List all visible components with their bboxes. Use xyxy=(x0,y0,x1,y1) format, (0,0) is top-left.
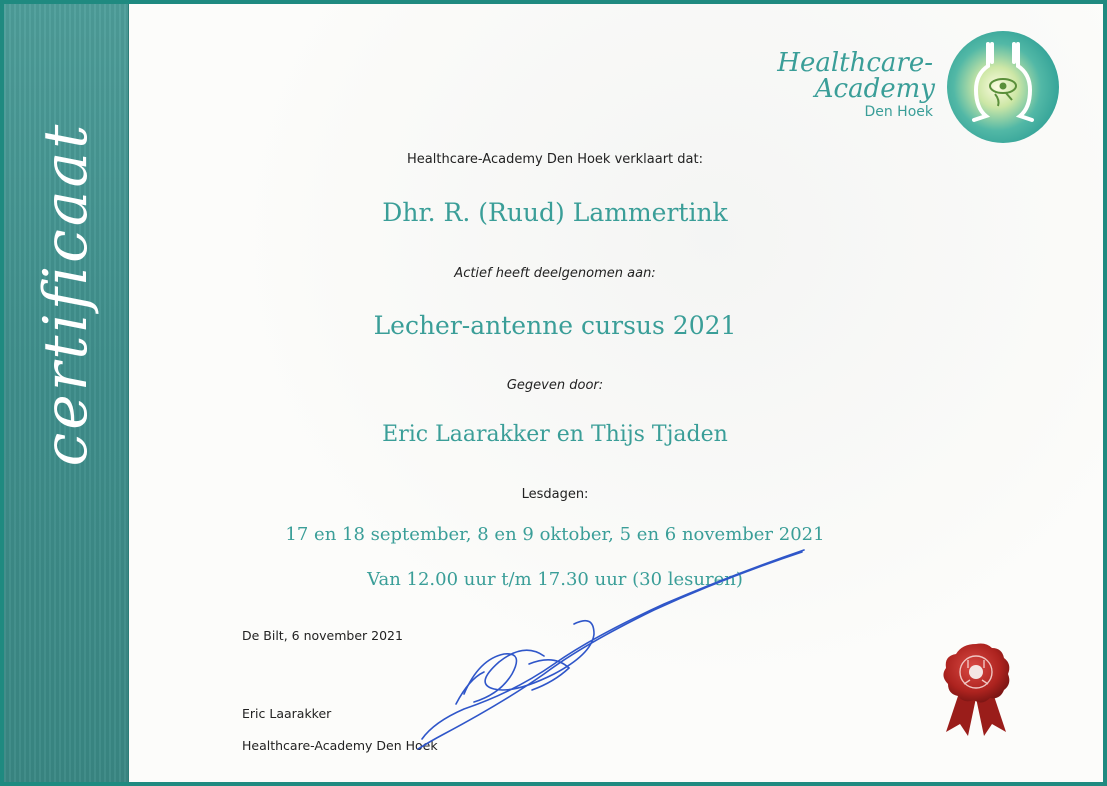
lesson-days-label: Lesdagen: xyxy=(521,487,589,502)
signatory-organization: Healthcare-Academy Den Hoek xyxy=(242,738,438,753)
course-name: Lecher-antenne cursus 2021 xyxy=(373,311,737,340)
wax-seal-icon xyxy=(934,640,1018,736)
band-title: certificaat xyxy=(31,121,101,467)
lesson-days: 17 en 18 september, 8 en 9 oktober, 5 en 6 november 2021 xyxy=(285,524,825,545)
logo-line-1: Healthcare- xyxy=(777,48,933,78)
logo-wordmark xyxy=(777,50,933,120)
place-date: De Bilt, 6 november 2021 xyxy=(242,628,403,643)
given-by-label: Gegeven door: xyxy=(506,378,604,393)
instructors: Eric Laarakker en Thijs Tjaden xyxy=(382,422,728,447)
intro-text: Healthcare-Academy Den Hoek verklaart dat: xyxy=(407,152,703,167)
logo-line-2: Academy xyxy=(814,74,935,104)
logo-line-3: Den Hoek xyxy=(864,104,933,120)
signature-icon xyxy=(404,544,824,754)
side-band xyxy=(4,4,129,786)
participated-label: Actief heeft deelgenomen aan: xyxy=(454,266,656,281)
healthcare-academy-emblem-icon xyxy=(946,30,1060,144)
recipient-name: Dhr. R. (Ruud) Lammertink xyxy=(382,198,728,227)
lesson-hours: Van 12.00 uur t/m 17.30 uur (30 lesuren) xyxy=(367,569,743,590)
signatory-name: Eric Laarakker xyxy=(242,706,332,721)
